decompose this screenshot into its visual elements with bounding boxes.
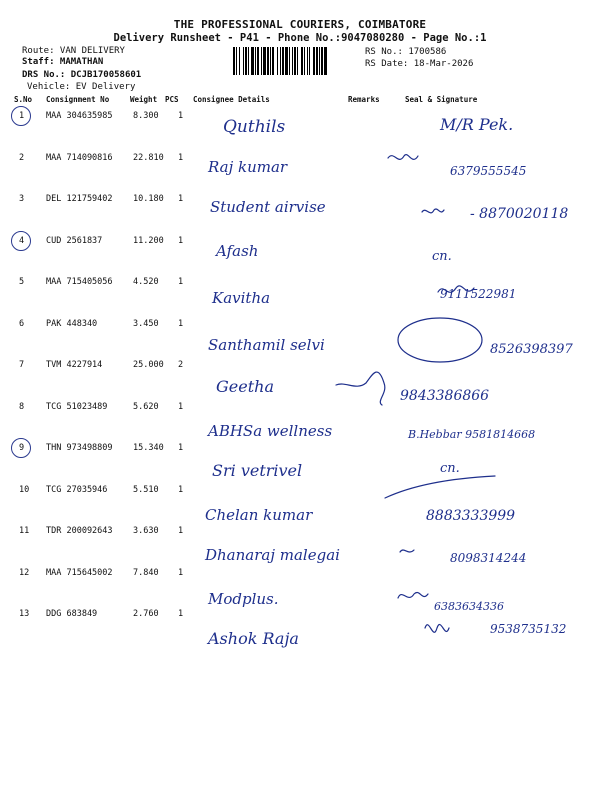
pcs-value: 2 xyxy=(178,360,184,370)
col-consignment: Consignment No xyxy=(46,95,110,104)
pcs-value: 1 xyxy=(178,235,184,246)
pcs-value: 1 xyxy=(178,567,184,578)
barcode-bar xyxy=(301,47,303,75)
row-sno: 5 xyxy=(19,277,25,287)
barcode-bar xyxy=(270,47,271,75)
handwritten-signature: 9538735132 xyxy=(490,622,567,636)
barcode-bar xyxy=(251,47,254,75)
barcode-bar xyxy=(280,47,281,75)
barcode-bar xyxy=(267,47,269,75)
barcode-bar xyxy=(236,47,237,75)
signature-scribble xyxy=(388,155,418,160)
barcode-bar xyxy=(277,47,278,75)
vehicle-label: Vehicle: EV Delivery xyxy=(27,82,136,92)
handwritten-consignee: Modplus. xyxy=(208,590,279,608)
handwritten-consignee: Quthils xyxy=(223,117,286,137)
barcode-bar xyxy=(243,47,244,75)
handwritten-signature: 9843386866 xyxy=(400,388,490,404)
consignment-number: MAA 715645002 xyxy=(46,567,113,578)
weight-value: 22.810 xyxy=(133,152,164,163)
barcode-bar xyxy=(255,47,256,75)
col-seal-signature: Seal & Signature xyxy=(405,95,478,104)
consignment-number: PAK 448340 xyxy=(46,318,98,329)
handwritten-signature: 9111522981 xyxy=(440,287,517,301)
barcode-bar xyxy=(307,47,308,75)
weight-value: 25.000 xyxy=(133,360,164,370)
signature-scribble xyxy=(422,209,444,213)
row-sno: 11 xyxy=(19,526,30,536)
barcode-bar xyxy=(321,47,323,75)
barcode-bar xyxy=(294,47,296,75)
consignment-number: MAA 304635985 xyxy=(46,111,113,121)
barcode-bar xyxy=(257,47,259,75)
barcode-bar xyxy=(239,47,240,75)
barcode-image xyxy=(232,47,360,75)
barcode-bar xyxy=(316,47,318,75)
row-sno: 1 xyxy=(19,111,25,121)
signature-scribble xyxy=(385,476,495,498)
handwritten-consignee: Student airvise xyxy=(210,198,326,216)
handwritten-signature: cn. xyxy=(440,461,460,476)
handwritten-signature: 8883333999 xyxy=(426,508,516,524)
row-sno: 12 xyxy=(19,567,30,578)
col-sno: S.No xyxy=(14,95,33,104)
row-sno: 7 xyxy=(19,360,25,370)
company-name: THE PROFESSIONAL COURIERS, COIMBATORE xyxy=(173,18,427,31)
barcode-bar xyxy=(297,47,298,75)
signature-scribble xyxy=(398,592,428,598)
rs-number: RS No.: 1700586 xyxy=(365,47,447,57)
signature-scribble xyxy=(438,286,474,292)
runsheet-subtitle: Delivery Runsheet - P41 - Phone No.:9047080280 - Page No.:1 xyxy=(113,32,487,44)
handwritten-consignee: Dhanaraj malegai xyxy=(205,546,340,564)
pcs-value: 1 xyxy=(178,277,184,287)
consignment-number: DEL 121759402 xyxy=(46,194,113,204)
barcode-bar xyxy=(263,47,266,75)
weight-value: 8.300 xyxy=(133,111,159,121)
weight-value: 5.510 xyxy=(133,484,159,495)
handwritten-signature: 8098314244 xyxy=(450,551,527,565)
rs-date: RS Date: 18-Mar-2026 xyxy=(365,59,474,69)
pcs-value: 1 xyxy=(178,526,184,536)
col-pcs: PCS xyxy=(165,95,179,104)
weight-value: 2.760 xyxy=(133,609,159,619)
weight-value: 4.520 xyxy=(133,277,159,287)
row-sno: 8 xyxy=(19,401,25,412)
barcode-bar xyxy=(245,47,247,75)
pcs-value: 1 xyxy=(178,484,184,495)
route-label: Route: VAN DELIVERY xyxy=(22,46,125,56)
pcs-value: 1 xyxy=(178,152,184,163)
signature-scribble xyxy=(336,372,385,405)
consignment-number: THN 973498809 xyxy=(46,443,113,453)
circled-row-marker xyxy=(11,106,31,126)
handwritten-consignee: Geetha xyxy=(216,377,274,396)
barcode-bar xyxy=(272,47,274,75)
circled-row-marker xyxy=(11,231,31,251)
consignment-number: MAA 715405056 xyxy=(46,277,113,287)
handwritten-signature: M/R Pek. xyxy=(440,115,514,134)
pcs-value: 1 xyxy=(178,318,184,329)
col-consignee: Consignee Details xyxy=(193,95,270,104)
barcode-bar xyxy=(285,47,288,75)
handwritten-consignee: Raj kumar xyxy=(208,158,288,176)
handwritten-consignee: Afash xyxy=(216,242,259,260)
handwritten-consignee: ABHSa wellness xyxy=(208,422,333,440)
row-sno: 9 xyxy=(19,443,25,453)
consignment-number: TCG 51023489 xyxy=(46,401,108,412)
handwritten-signature: 8526398397 xyxy=(490,342,573,357)
seal-stamp-outline xyxy=(398,318,482,362)
handwritten-consignee: Sri vetrivel xyxy=(212,461,303,480)
pcs-value: 1 xyxy=(178,609,184,619)
barcode-bar xyxy=(289,47,290,75)
barcode-bar xyxy=(292,47,293,75)
weight-value: 3.450 xyxy=(133,318,159,329)
weight-value: 5.620 xyxy=(133,401,159,412)
barcode-bar xyxy=(282,47,284,75)
drs-number: DRS No.: DCJB170058601 xyxy=(22,70,142,80)
row-sno: 4 xyxy=(19,235,25,246)
pcs-value: 1 xyxy=(178,401,184,412)
weight-value: 3.630 xyxy=(133,526,159,536)
staff-label: Staff: MAMATHAN xyxy=(22,57,104,67)
pcs-value: 1 xyxy=(178,194,184,204)
barcode-bar xyxy=(309,47,310,75)
row-sno: 2 xyxy=(19,152,25,163)
pcs-value: 1 xyxy=(178,111,184,121)
barcode-bar xyxy=(313,47,315,75)
circled-row-marker xyxy=(11,438,31,458)
weight-value: 11.200 xyxy=(133,235,164,246)
signature-scribble xyxy=(400,550,414,552)
handwritten-signature: cn. xyxy=(432,249,452,264)
signature-scribble xyxy=(425,625,449,633)
handwritten-consignee: Santhamil selvi xyxy=(208,336,325,354)
row-sno: 3 xyxy=(19,194,25,204)
barcode-bar xyxy=(233,47,235,75)
pcs-value: 1 xyxy=(178,443,184,453)
weight-value: 10.180 xyxy=(133,194,164,204)
consignment-number: CUD 2561837 xyxy=(46,235,103,246)
barcode-bar xyxy=(324,47,327,75)
handwritten-signature: B.Hebbar 9581814668 xyxy=(408,428,536,441)
handwritten-consignee: Kavitha xyxy=(212,289,271,307)
consignment-number: TCG 27035946 xyxy=(46,484,108,495)
col-remarks: Remarks xyxy=(348,95,380,104)
consignment-number: TDR 200092643 xyxy=(46,526,113,536)
weight-value: 15.340 xyxy=(133,443,164,453)
col-weight: Weight xyxy=(130,95,158,104)
row-sno: 6 xyxy=(19,318,25,329)
handwritten-consignee: Ashok Raja xyxy=(208,629,299,648)
weight-value: 7.840 xyxy=(133,567,159,578)
consignment-number: MAA 714090816 xyxy=(46,152,113,163)
handwritten-signature: 6379555545 xyxy=(450,164,527,178)
row-sno: 13 xyxy=(19,609,30,619)
consignment-number: DDG 683849 xyxy=(46,609,98,619)
handwritten-signature: - 8870020118 xyxy=(470,206,569,222)
handwritten-signature: 6383634336 xyxy=(434,600,504,613)
barcode-bar xyxy=(304,47,305,75)
barcode-bar xyxy=(261,47,262,75)
row-sno: 10 xyxy=(19,484,30,495)
consignment-number: TVM 4227914 xyxy=(46,360,103,370)
barcode-bar xyxy=(248,47,249,75)
barcode-bar xyxy=(319,47,320,75)
handwritten-consignee: Chelan kumar xyxy=(205,506,313,524)
